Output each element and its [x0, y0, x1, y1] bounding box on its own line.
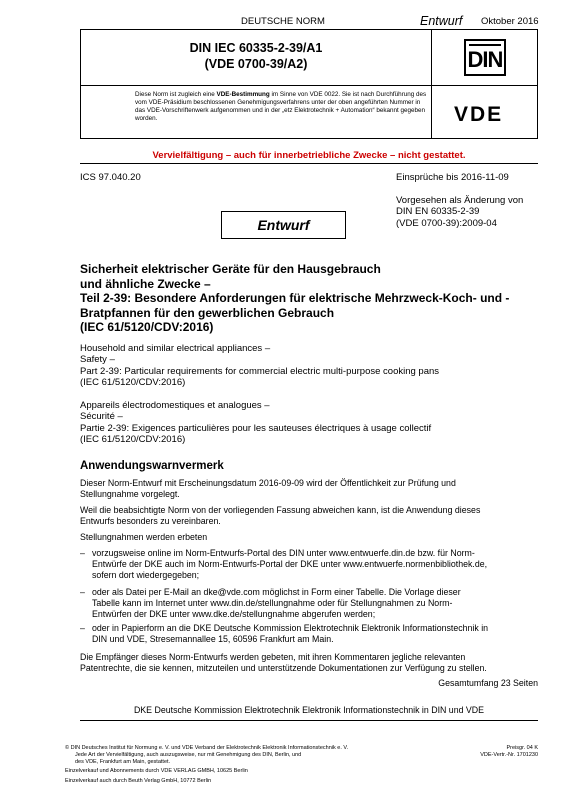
- bullet-line: DIN und VDE, Stresemannallee 15, 60596 Frankfurt am Main.: [92, 634, 334, 644]
- comments-requested-intro: Stellungnahmen werden erbeten: [80, 532, 208, 542]
- title-en-line: Safety –: [80, 354, 115, 366]
- header-horizontal-divider: [81, 85, 537, 86]
- draft-stamp-box: Entwurf: [221, 211, 346, 239]
- title-fr-line: Sécurité –: [80, 411, 123, 423]
- title-en-line: (IEC 61/5120/CDV:2016): [80, 376, 186, 388]
- title-de-line: Bratpfannen für den gewerblichen Gebrauch: [80, 305, 335, 320]
- total-pages: Gesamtumfang 23 Seiten: [438, 678, 538, 688]
- title-french: [80, 400, 540, 445]
- bullet-text: [92, 548, 540, 581]
- price-group: Preisgr. 04 K: [506, 745, 538, 751]
- draft-label: Entwurf: [420, 14, 463, 28]
- vde-order-number: VDE-Vertr.-Nr. 1701230: [480, 751, 538, 758]
- vde-logo: VDE: [454, 103, 504, 126]
- paragraph-line: Die Empfänger dieses Norm-Entwurfs werden gebeten, mit ihren Kommentaren jegliche relevanten: [80, 652, 466, 662]
- sales-line: Einzelverkauf auch durch Beuth Verlag GmbH, 10772 Berlin: [65, 778, 212, 785]
- bullet-dash: –: [80, 587, 85, 597]
- amendment-line-1: Vorgesehen als Änderung von: [396, 194, 524, 206]
- copyright-line: Jede Art der Vervielfältigung, auch auszugsweise, nur mit Genehmigung des DIN, Berlin, und: [75, 751, 302, 758]
- publication-date: Oktober 2016: [481, 16, 539, 27]
- document-number-din: DIN IEC 60335-2-39/A1: [189, 41, 323, 55]
- footer-price-info: [470, 745, 538, 759]
- din-logo: [464, 39, 506, 76]
- vde-note-bold: VDE-Bestimmung: [216, 91, 270, 98]
- patent-rights-paragraph: [80, 652, 540, 674]
- title-fr-line: Appareils électrodomestiques et analogues –: [80, 400, 270, 411]
- amendment-line-3: (VDE 0700-39):2009-04: [396, 217, 497, 229]
- bullet-text: [92, 587, 540, 620]
- bullet-dash: –: [80, 548, 85, 558]
- footer-copyright: [65, 745, 460, 785]
- dke-committee-line: DKE Deutsche Kommission Elektrotechnik Elektronik Informationstechnik in DIN und VDE: [133, 705, 485, 715]
- warning-paragraph-publication: [80, 478, 540, 500]
- paragraph-line: Entwurfs besonders zu vereinbaren.: [80, 516, 221, 526]
- bullet-line: oder als Datei per E-Mail an dke@vde.com möglichst in Form einer Tabelle. Die Vorlage dieser: [92, 587, 461, 597]
- title-german: [80, 262, 542, 335]
- bullet-line: Entwürfen der DKE unter www.dke.de/stellungnahme abgerufen werden;: [92, 609, 376, 619]
- title-english: [80, 343, 540, 388]
- notice-divider: [80, 163, 538, 164]
- bullet-line: oder in Papierform an die DKE Deutsche Kommission Elektrotechnik Elektronik Informationstechnik in: [92, 623, 489, 633]
- paragraph-line: Stellungnahme vorgelegt.: [80, 489, 180, 499]
- application-warning-heading: Anwendungswarnvermerk: [80, 460, 224, 472]
- title-de-line: (IEC 61/5120/CDV:2016): [80, 320, 214, 334]
- title-de-line: und ähnliche Zwecke –: [80, 276, 211, 291]
- objection-deadline: Einsprüche bis 2016-11-09: [396, 172, 509, 183]
- title-en-line: Part 2-39: Particular requirements for commercial electric multi-purpose cooking pans: [80, 365, 440, 377]
- document-number: [81, 40, 431, 72]
- vde-note-rest: im Sinne von VDE 0022. Sie ist nach Durchführung des vom VDE-Präsidium beschlossenen Genehmigungsverfahrens unter der oben angeführten Nummer in das VDE-Vorschriftenwerk aufgenommen und in der „etz Elektrotechnik + Automation“ bekannt gegeben worden.: [135, 91, 427, 122]
- ics-code: ICS 97.040.20: [80, 172, 141, 183]
- sales-line: Einzelverkauf und Abonnements durch VDE VERLAG GMBH, 10625 Berlin: [65, 768, 248, 775]
- title-en-line: Household and similar electrical appliances –: [80, 343, 271, 354]
- paragraph-line: Dieser Norm-Entwurf mit Erscheinungsdatum 2016-09-09 wird der Öffentlichkeit zur Prüfung und: [80, 478, 456, 488]
- vde-regulation-note: [135, 91, 427, 123]
- document-number-vde: (VDE 0700-39/A2): [204, 57, 308, 71]
- title-fr-line: (IEC 61/5120/CDV:2016): [80, 433, 186, 445]
- copyright-line: des VDE, Frankfurt am Main, gestattet.: [75, 758, 171, 765]
- din-logo-text: DIN: [467, 47, 503, 72]
- warning-paragraph-deviation: [80, 505, 540, 527]
- reproduction-notice: Vervielfältigung – auch für innerbetriebliche Zwecke – nicht gestattet.: [152, 150, 466, 161]
- header-vertical-divider: [431, 30, 432, 138]
- amendment-line-2: DIN EN 60335-2-39: [396, 206, 480, 217]
- standard-type-label: DEUTSCHE NORM: [241, 16, 325, 27]
- bullet-text: [92, 623, 540, 645]
- din-logo-bar: [469, 44, 501, 46]
- header-box: [80, 30, 538, 139]
- bullet-dash: –: [80, 623, 85, 633]
- paragraph-line: Patentrechte, die sie kennen, mitzuteilen und unterstützende Dokumentationen zur Verfügung zu stellen.: [80, 663, 487, 673]
- paragraph-line: Weil die beabsichtigte Norm von der vorliegenden Fassung abweichen kann, ist die Anwendung dieses: [80, 505, 481, 515]
- title-de-line: Sicherheit elektrischer Geräte für den Hausgebrauch: [80, 262, 381, 276]
- copyright-line: © DIN Deutsches Institut für Normung e. V. und VDE Verband der Elektrotechnik Elektronik Informationstechnik e. V.: [65, 745, 349, 751]
- title-fr-line: Partie 2-39: Exigences particulières pour les sauteuses électriques à usage collectif: [80, 422, 432, 434]
- bullet-line: Entwürfe der DKE auch im Norm-Entwurfs-Portal der DKE unter www.entwuerfe.normenbibliothek.de,: [92, 559, 488, 569]
- draft-meta-info: [396, 172, 538, 229]
- title-de-line: Teil 2-39: Besondere Anforderungen für elektrische Mehrzweck-Koch- und -: [80, 291, 510, 305]
- top-row: [0, 14, 566, 28]
- bullet-line: sofern dort wiedergegeben;: [92, 570, 200, 580]
- bullet-line: vorzugsweise online im Norm-Entwurfs-Portal des DIN unter www.entwuerfe.din.de bzw. für Norm-: [92, 548, 475, 558]
- bullet-line: Tabelle kann im Internet unter www.din.de/stellungnahme oder für Stellungnahmen zu Norm-: [92, 598, 453, 608]
- vde-note-start: Diese Norm ist zugleich eine: [135, 91, 217, 98]
- footer-divider: [80, 720, 538, 721]
